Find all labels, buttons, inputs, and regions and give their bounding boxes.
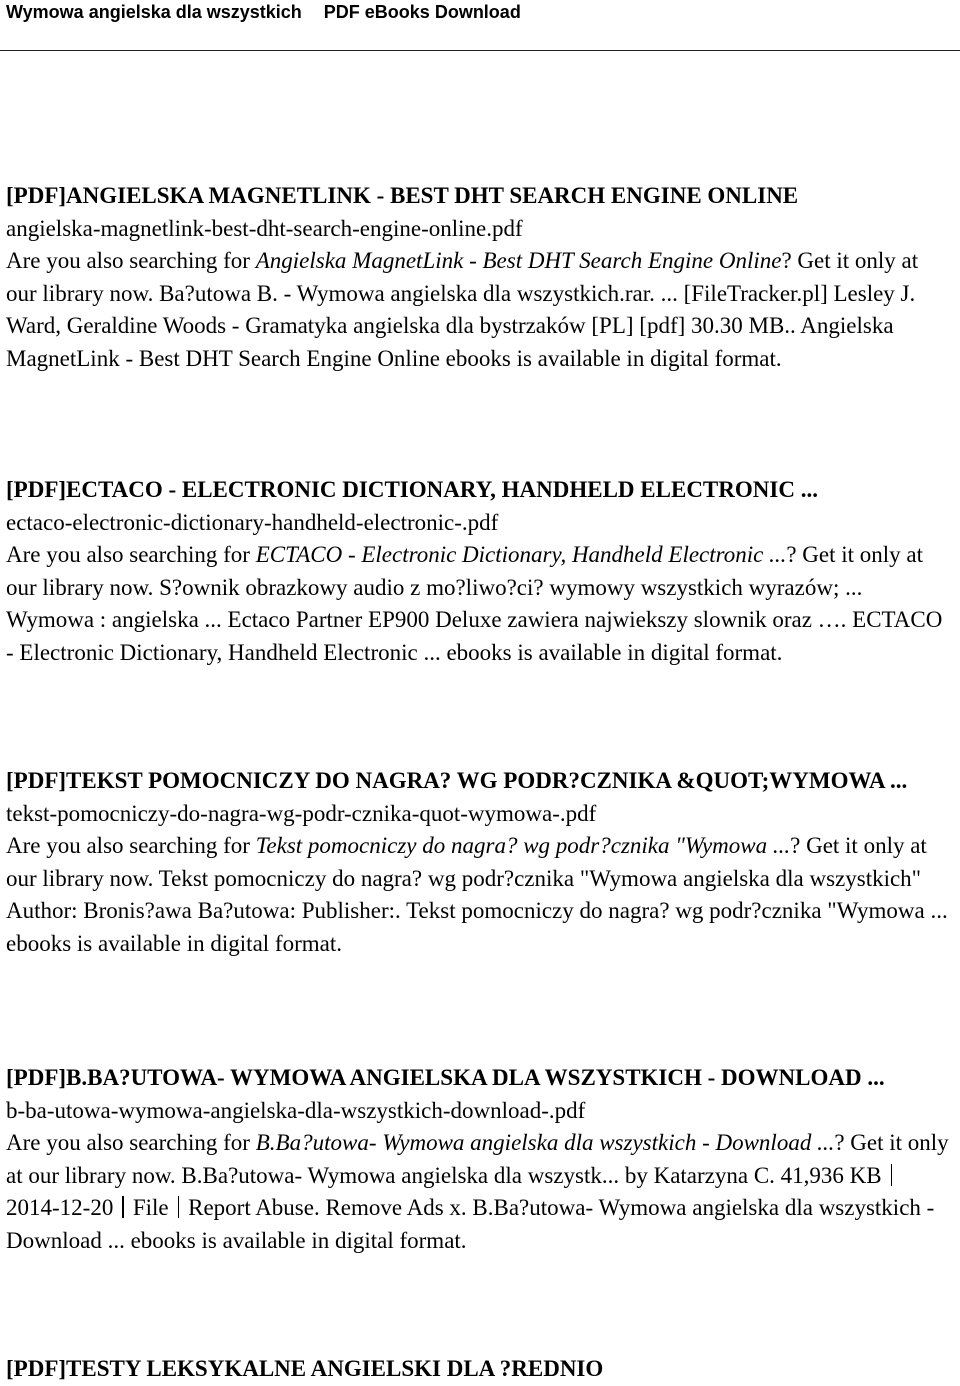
result-query: Angielska MagnetLink - Best DHT Search Engine Online	[255, 248, 782, 274]
result-description: Are you also searching for Angielska MagnetLink - Best DHT Search Engine Online? Get it only at our library now. Ba?utowa B. - Wymowa angielska dla wszystkich.rar. ... [FileTracker.pl] Lesley J. Ward, Geraldine Woods - Gramatyka angielska dla bystrzaków [PL] [pdf] 30.30 MB.. Angielska MagnetLink - Best DHT Search Engine Online ebooks is available in digital format.	[6, 248, 919, 371]
result-entry	[6, 765, 952, 961]
separator-bar	[891, 1164, 893, 1186]
result-entry	[6, 474, 952, 670]
result-title[interactable]: [PDF]TEKST POMOCNICZY DO NAGRA? WG PODR?CZNIKA &QUOT;WYMOWA ...	[6, 768, 908, 793]
result-title[interactable]: [PDF]B.BA?UTOWA- WYMOWA ANGIELSKA DLA WSZYSTKICH - DOWNLOAD ...	[6, 1065, 885, 1090]
result-description: Are you also searching for ECTACO - Electronic Dictionary, Handheld Electronic ...? Get it only at our library now. S?ownik obrazkowy audio z mo?liwo?ci? wymowy wszystkich wyrazów; ... Wymowa : angielska ... Ectaco Partner EP900 Deluxe zawiera najwiekszy slownik oraz …. ECTACO - Electronic Dictionary, Handheld Electronic ... ebooks is available in digital format.	[6, 542, 943, 665]
result-query: B.Ba?utowa- Wymowa angielska dla wszystkich - Download ...	[255, 1130, 835, 1156]
header-title: Wymowa angielska dla wszystkich	[6, 2, 302, 22]
result-entry	[6, 180, 952, 376]
header-divider	[0, 50, 960, 51]
result-description: Are you also searching for B.Ba?utowa- Wymowa angielska dla wszystkich - Download ...? Get it only at our library now. B.Ba?utowa- Wymowa angielska dla wszystk... by Katarzyna C. 41,936 KB2014-12-20 File Report Abuse. Remove Ads x. B.Ba?utowa- Wymowa angielska dla wszystkich - Download ... ebooks is available in digital format.	[6, 1130, 949, 1253]
result-title[interactable]: [PDF]TESTY LEKSYKALNE ANGIELSKI DLA ?REDNIO	[6, 1356, 604, 1381]
result-query: ECTACO - Electronic Dictionary, Handheld Electronic ...	[255, 542, 787, 568]
result-query: Tekst pomocniczy do nagra? wg podr?cznika "Wymowa ...	[255, 833, 791, 859]
header-subtitle: PDF eBooks Download	[323, 2, 521, 22]
page-header	[6, 0, 521, 24]
result-description: Are you also searching for Tekst pomocniczy do nagra? wg podr?cznika "Wymowa ...? Get it only at our library now. Tekst pomocniczy do nagra? wg podr?cznika "Wymowa angielska dla wszystkich" Author: Bronis?awa Ba?utowa: Publisher:. Tekst pomocniczy do nagra? wg podr?cznika "Wymowa ... ebooks is available in digital format.	[6, 833, 948, 956]
result-entry	[6, 1062, 952, 1258]
result-title[interactable]: [PDF]ECTACO - ELECTRONIC DICTIONARY, HANDHELD ELECTRONIC ...	[6, 477, 818, 502]
result-filename[interactable]: b-ba-utowa-wymowa-angielska-dla-wszystkich-download-.pdf	[6, 1097, 586, 1123]
result-filename[interactable]: ectaco-electronic-dictionary-handheld-electronic-.pdf	[6, 509, 499, 535]
result-title[interactable]: [PDF]ANGIELSKA MAGNETLINK - BEST DHT SEARCH ENGINE ONLINE	[6, 183, 799, 208]
separator-bar	[122, 1196, 124, 1218]
result-filename[interactable]: angielska-magnetlink-best-dht-search-engine-online.pdf	[6, 215, 523, 241]
result-entry	[6, 1353, 952, 1386]
result-filename[interactable]: tekst-pomocniczy-do-nagra-wg-podr-cznika-quot-wymowa-.pdf	[6, 800, 597, 826]
report-abuse-text: Report Abuse. Remove Ads x. B.Ba?utowa- Wymowa angielska dla wszystkich - Download ... ebooks is available in digital format.	[6, 1195, 935, 1253]
separator-bar	[178, 1196, 180, 1218]
